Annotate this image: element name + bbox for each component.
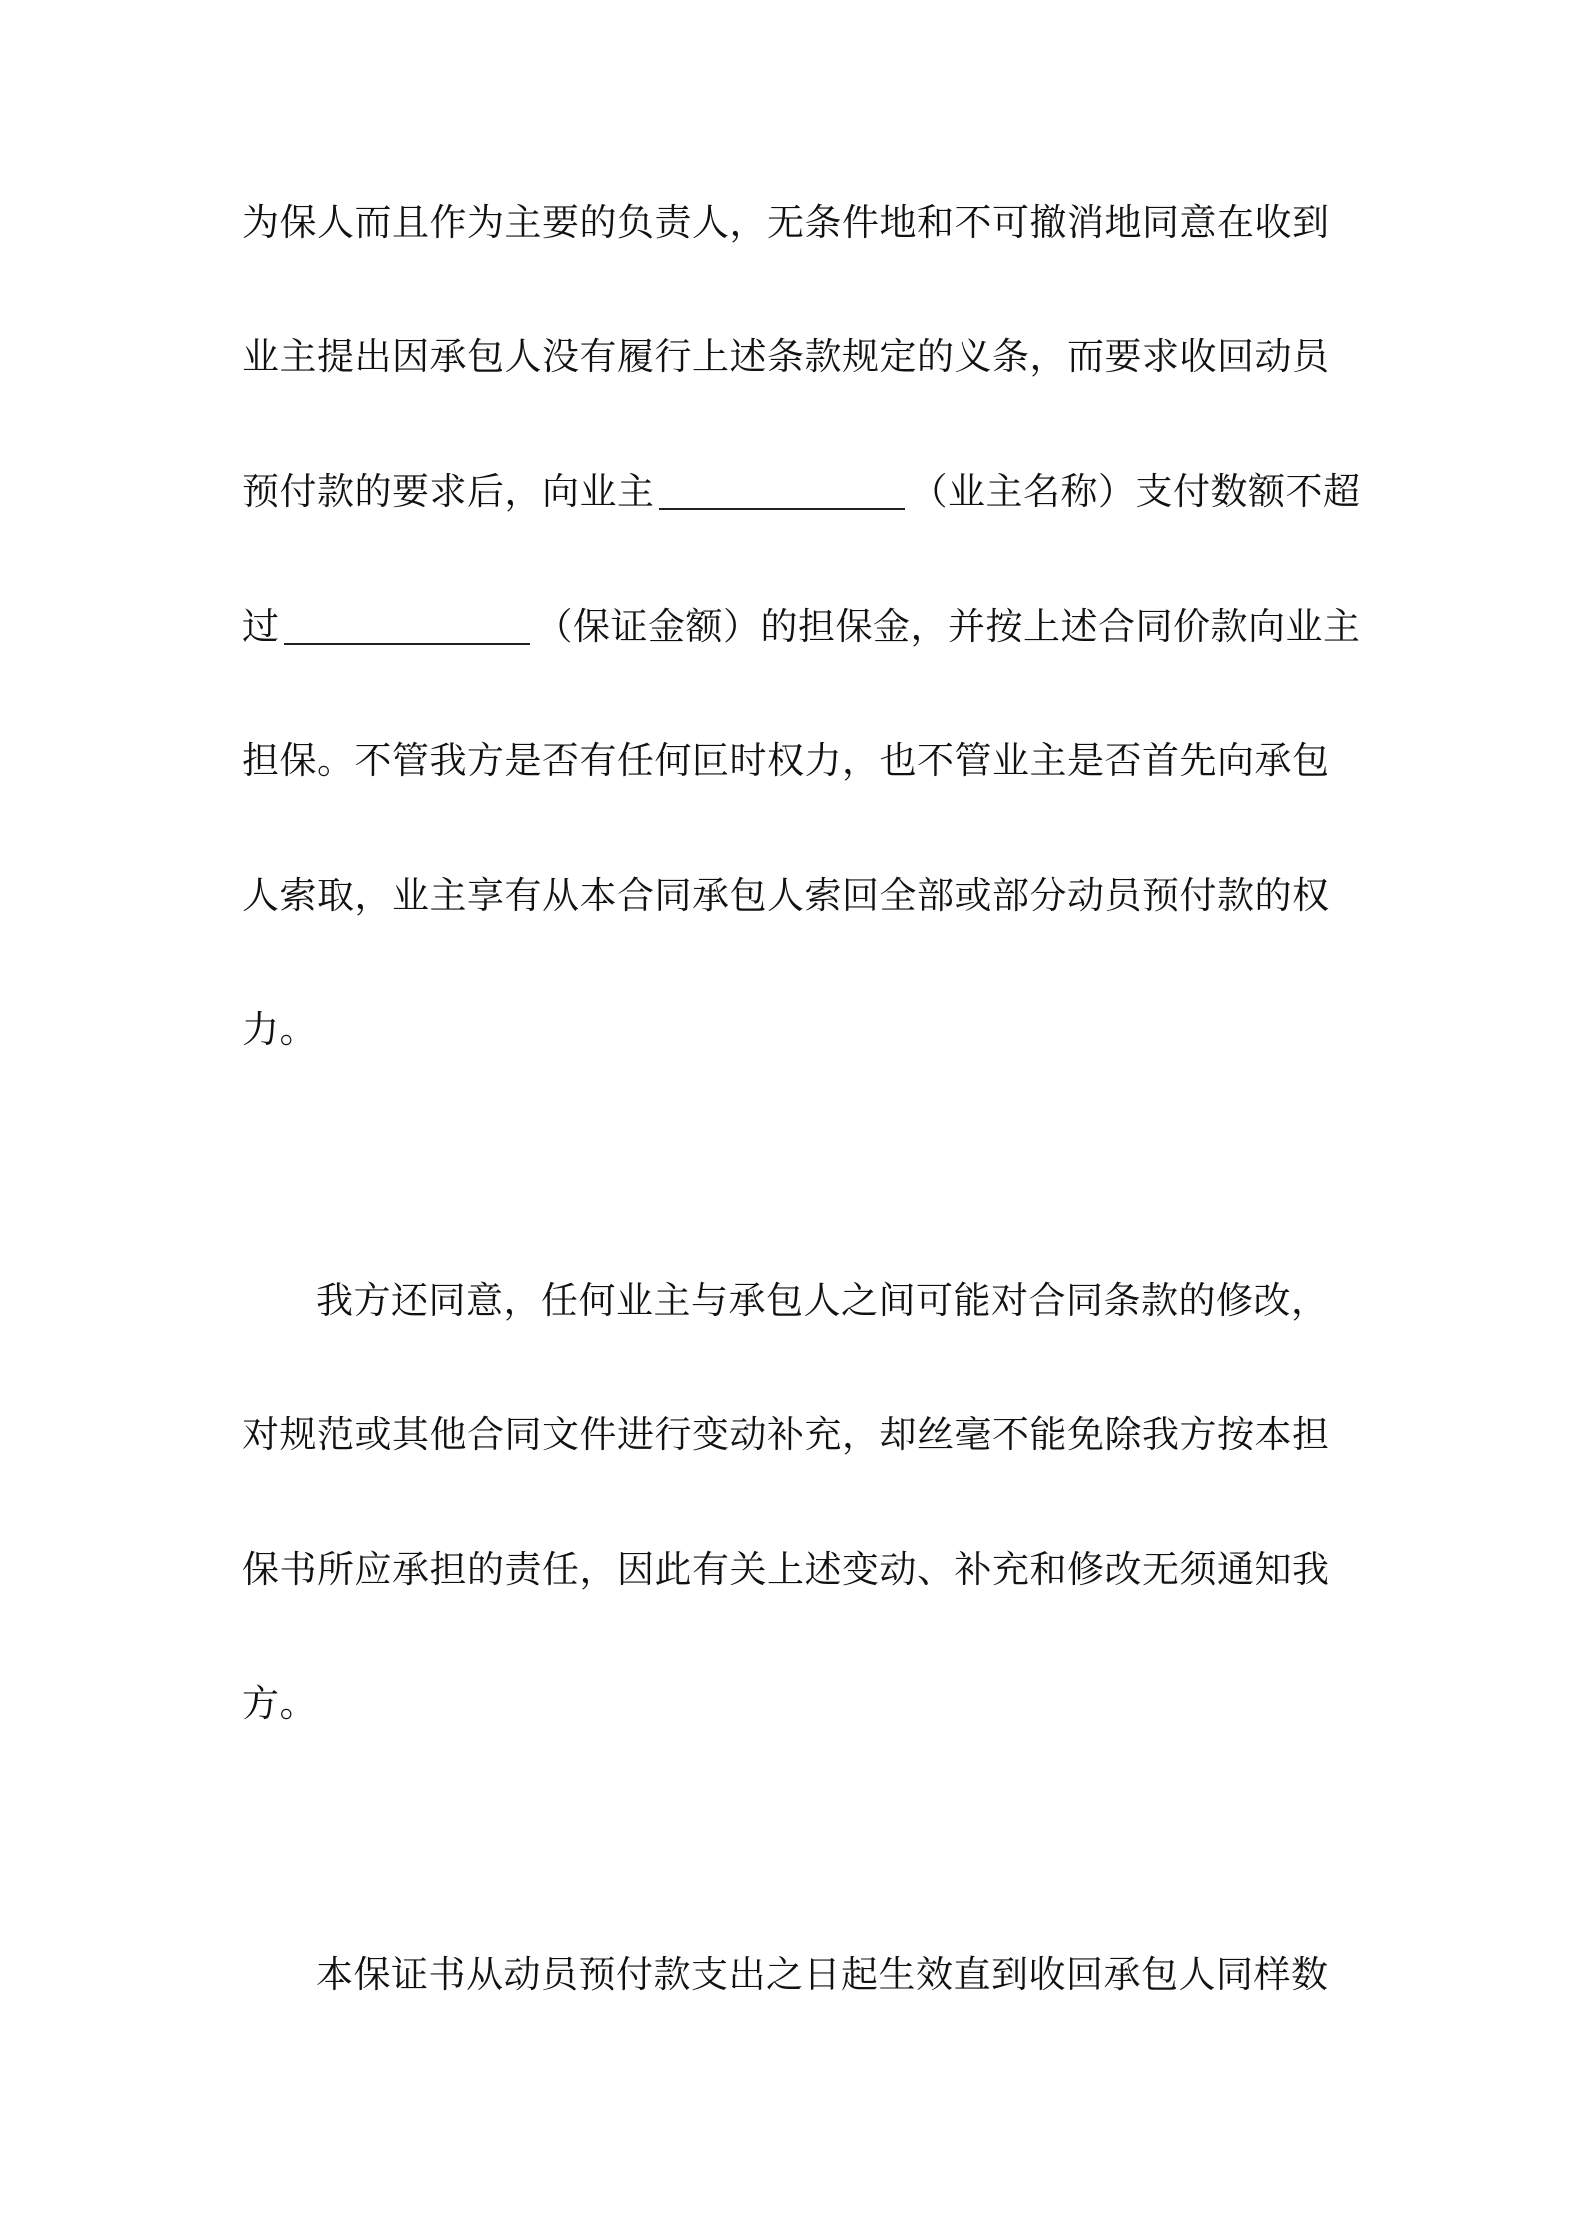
text: 过 <box>242 605 280 648</box>
text: 为保人而且作为主要的负责人，无条件地和不可撤消地同意在收到 <box>242 201 1330 244</box>
text: 业主提出因承包人没有履行上述条款规定的义条，而要求收回动员 <box>242 335 1330 378</box>
text: 保书所应承担的责任，因此有关上述变动、补充和修改无须通知我 <box>242 1548 1330 1591</box>
text: （业主名称）支付数额不超 <box>910 470 1361 513</box>
text: 方。 <box>242 1682 317 1725</box>
paragraph-1-line-4 <box>242 597 1362 657</box>
paragraph-2-line-4 <box>242 1674 1362 1734</box>
text: （保证金额）的担保金，并按上述合同价款向业主 <box>535 605 1361 648</box>
paragraph-1-line-7 <box>242 1000 1362 1060</box>
paragraph-1-line-2 <box>242 327 1362 387</box>
paragraph-1-line-6 <box>242 866 1362 926</box>
paragraph-1-line-3 <box>242 462 1362 522</box>
text: 预付款的要求后，向业主 <box>242 470 655 513</box>
text: 我方还同意，任何业主与承包人之间可能对合同条款的修改， <box>316 1279 1329 1322</box>
text: 力。 <box>242 1008 317 1051</box>
text: 人索取，业主享有从本合同承包人索回全部或部分动员预付款的权 <box>242 874 1330 917</box>
owner-name-blank-line <box>659 468 905 510</box>
paragraph-2-line-3 <box>242 1540 1362 1600</box>
paragraph-1-line-1 <box>242 193 1362 253</box>
text: 本保证书从动员预付款支出之日起生效直到收回承包人同样数 <box>316 1953 1329 1996</box>
guarantee-amount-blank-line <box>284 603 530 645</box>
paragraph-2-line-1 <box>316 1271 1436 1331</box>
paragraph-2-line-2 <box>242 1405 1362 1465</box>
text: 担保。不管我方是否有任何叵时权力，也不管业主是否首先向承包 <box>242 739 1330 782</box>
paragraph-3-line-1 <box>316 1945 1436 2005</box>
paragraph-1-line-5 <box>242 731 1362 791</box>
text: 对规范或其他合同文件进行变动补充，却丝毫不能免除我方按本担 <box>242 1413 1330 1456</box>
